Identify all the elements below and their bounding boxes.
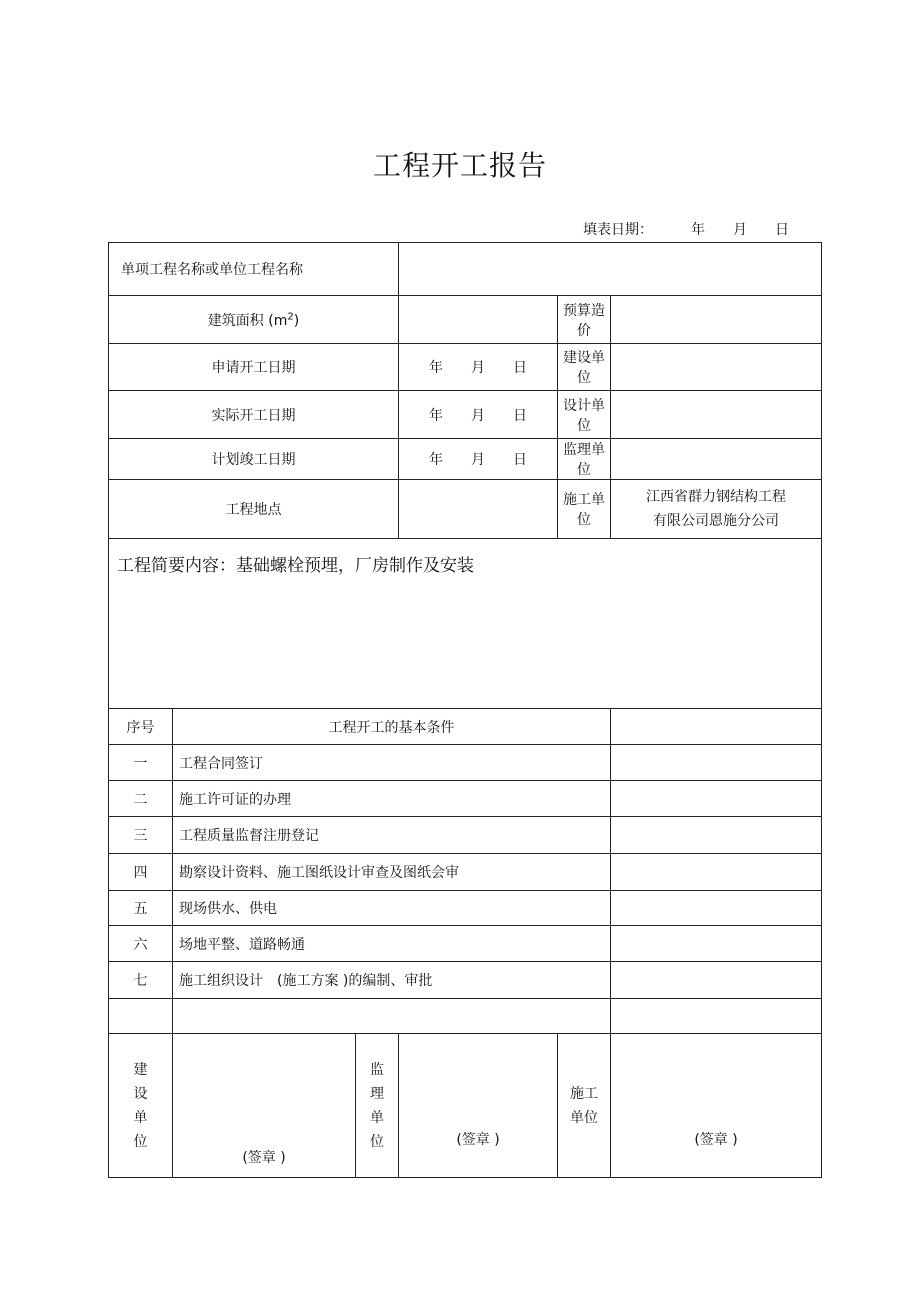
owner-unit-value[interactable] bbox=[611, 344, 822, 391]
condition-status[interactable] bbox=[611, 781, 822, 817]
no-header: 序号 bbox=[109, 709, 173, 745]
apply-start-date[interactable]: 年 月 日 bbox=[399, 344, 558, 391]
construction-unit-label: 施工单位 bbox=[558, 480, 611, 539]
condition-no: 一 bbox=[109, 745, 173, 781]
condition-text: 场地平整、道路畅通 bbox=[173, 926, 611, 962]
condition-no: 四 bbox=[109, 854, 173, 891]
condition-header: 工程开工的基本条件 bbox=[173, 709, 611, 745]
area-label: 建筑面积 $(m^2)$ bbox=[109, 296, 399, 344]
fill-date-day: 日 bbox=[775, 222, 789, 238]
condition-no: 五 bbox=[109, 891, 173, 926]
location-label: 工程地点 bbox=[109, 480, 399, 539]
condition-status[interactable] bbox=[611, 926, 822, 962]
actual-start-label: 实际开工日期 bbox=[109, 391, 399, 439]
construction-unit-line1: 江西省群力钢结构工程 bbox=[646, 489, 786, 505]
condition-no: 三 bbox=[109, 817, 173, 854]
project-name-value[interactable] bbox=[399, 243, 822, 296]
condition-text-empty[interactable] bbox=[173, 999, 611, 1034]
condition-status[interactable] bbox=[611, 962, 822, 999]
owner-seal[interactable]: (签章 ) bbox=[173, 1034, 356, 1178]
condition-status[interactable] bbox=[611, 891, 822, 926]
supervision-sign-label: 监 理 单 位 bbox=[356, 1034, 399, 1178]
plan-end-date[interactable]: 年 月 日 bbox=[399, 439, 558, 480]
construction-seal[interactable]: (签章 ) bbox=[611, 1034, 822, 1178]
construction-sign-label: 施工 单位 bbox=[558, 1034, 611, 1178]
fill-date-month: 月 bbox=[733, 222, 747, 238]
construction-unit-value bbox=[611, 480, 822, 539]
supervision-unit-value[interactable] bbox=[611, 439, 822, 480]
condition-no: 二 bbox=[109, 781, 173, 817]
condition-text: 勘察设计资料、施工图纸设计审查及图纸会审 bbox=[173, 854, 611, 891]
construction-unit-line2: 有限公司恩施分公司 bbox=[653, 513, 779, 529]
condition-status[interactable] bbox=[611, 817, 822, 854]
condition-status[interactable] bbox=[611, 745, 822, 781]
design-unit-label: 设计单位 bbox=[558, 391, 611, 439]
condition-text: 工程合同签订 bbox=[173, 745, 611, 781]
condition-status[interactable] bbox=[611, 854, 822, 891]
condition-status-header bbox=[611, 709, 822, 745]
condition-no-empty bbox=[109, 999, 173, 1034]
condition-text: 现场供水、供电 bbox=[173, 891, 611, 926]
report-form bbox=[108, 242, 822, 1178]
budget-label: 预算造价 bbox=[558, 296, 611, 344]
condition-text: 工程质量监督注册登记 bbox=[173, 817, 611, 854]
condition-no: 六 bbox=[109, 926, 173, 962]
actual-start-date[interactable]: 年 月 日 bbox=[399, 391, 558, 439]
budget-value[interactable] bbox=[611, 296, 822, 344]
owner-unit-label: 建设单位 bbox=[558, 344, 611, 391]
project-summary: 工程简要内容：基础螺栓预埋，厂房制作及安装 bbox=[109, 539, 822, 709]
apply-start-label: 申请开工日期 bbox=[109, 344, 399, 391]
plan-end-label: 计划竣工日期 bbox=[109, 439, 399, 480]
owner-sign-label: 建 设 单 位 bbox=[109, 1034, 173, 1178]
fill-date-year: 年 bbox=[691, 222, 705, 238]
fill-date-label: 填表日期： bbox=[583, 222, 653, 238]
page-title: 工程开工报告 bbox=[372, 149, 547, 182]
project-name-label: 单项工程名称或单位工程名称 bbox=[109, 243, 399, 296]
location-value[interactable] bbox=[399, 480, 558, 539]
supervision-unit-label: 监理单位 bbox=[558, 439, 611, 480]
design-unit-value[interactable] bbox=[611, 391, 822, 439]
supervision-seal[interactable]: (签章 ) bbox=[399, 1034, 558, 1178]
condition-no: 七 bbox=[109, 962, 173, 999]
condition-status-empty[interactable] bbox=[611, 999, 822, 1034]
area-value[interactable] bbox=[399, 296, 558, 344]
fill-date bbox=[583, 219, 789, 239]
condition-text: 施工许可证的办理 bbox=[173, 781, 611, 817]
condition-text: 施工组织设计 (施工方案 )的编制、审批 bbox=[173, 962, 611, 999]
